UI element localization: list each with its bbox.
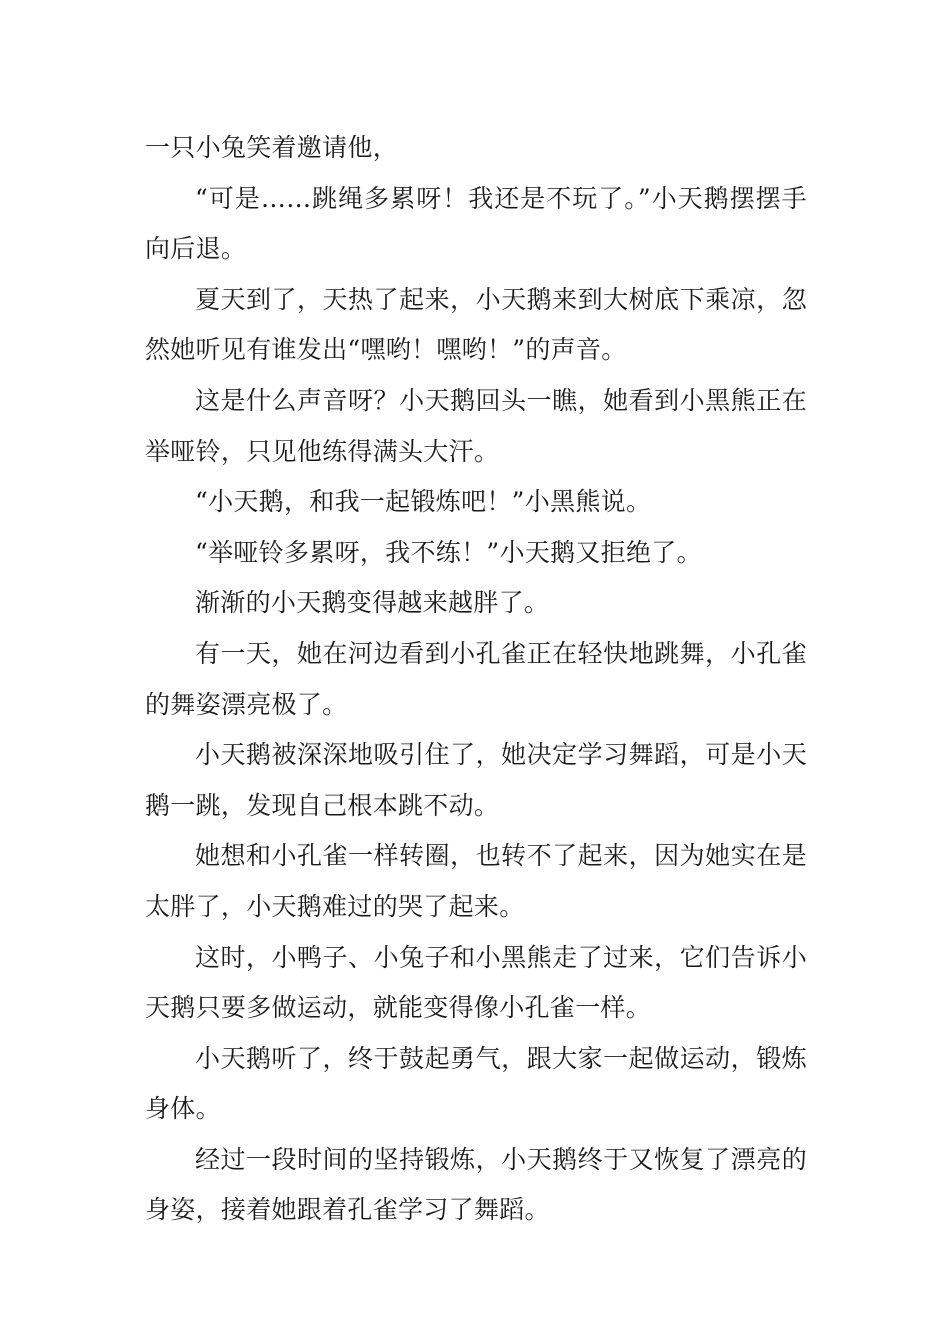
paragraph-continuation: 一只小兔笑着邀请他， xyxy=(145,133,399,162)
paragraph: 夏天到了，天热了起来，小天鹅来到大树底下乘凉，忽然她听见有谁发出“嘿哟！嘿哟！”的声音。 xyxy=(145,284,807,365)
paragraph: 渐渐的小天鹅变得越来越胖了。 xyxy=(195,588,550,618)
paragraph: 她想和小孔雀一样转圈，也转不了起来，因为她实在是太胖了，小天鹅难过的哭了起来。 xyxy=(145,841,807,921)
paragraph: 小天鹅听了，终于鼓起勇气，跟大家一起做运动，锻炼身体。 xyxy=(145,1043,807,1124)
paragraph: “小天鹅，和我一起锻炼吧！”小黑熊说。 xyxy=(195,487,652,517)
story-text xyxy=(145,123,807,1236)
paragraph: 有一天，她在河边看到小孔雀正在轻快地跳舞，小孔雀的舞姿漂亮极了。 xyxy=(145,638,807,719)
paragraph: 经过一段时间的坚持锻炼，小天鹅终于又恢复了漂亮的身姿，接着她跟着孔雀学习了舞蹈。 xyxy=(145,1144,807,1225)
paragraph: “举哑铃多累呀，我不练！”小天鹅又拒绝了。 xyxy=(195,537,702,567)
paragraph: 这时，小鸭子、小兔子和小黑熊走了过来，它们告诉小天鹅只要多做运动，就能变得像小孔雀一样。 xyxy=(145,942,807,1023)
paragraph: 这是什么声音呀？小天鹅回头一瞧，她看到小黑熊正在举哑铃，只见他练得满头大汗。 xyxy=(145,385,807,466)
paragraph: 小天鹅被深深地吸引住了，她决定学习舞蹈，可是小天鹅一跳，发现自己根本跳不动。 xyxy=(145,740,807,820)
paragraph: “可是……跳绳多累呀！我还是不玩了。”小天鹅摆摆手向后退。 xyxy=(145,183,807,264)
